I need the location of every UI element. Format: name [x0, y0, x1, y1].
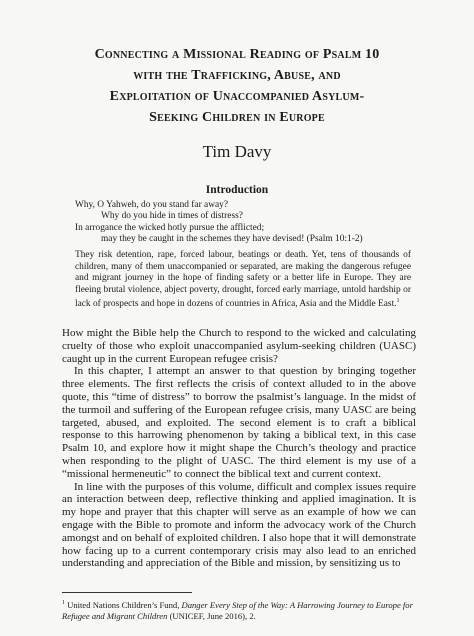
epigraph	[75, 200, 363, 246]
block-quote-text: They risk detention, rape, forced labour, beatings or death. Yet, tens of thousands of children, many of them unaccompanied or separated, are making the dangerous refugee and migrant journey in the hope of finding safety or a better life in Europe. They are fleeing brutal violence, abject poverty, drought, forced early marriage, untold hardship or lack of prospects and hope in dozens of countries in Africa, Asia and the Middle East.	[75, 250, 411, 310]
footnote-text-after: (UNICEF, June 2016), 2.	[167, 610, 256, 621]
author-name: Tim Davy	[202, 142, 272, 161]
paragraph-1: How might the Bible help the Church to respond to the wicked and calculating cruelty of those who exploit unaccompanied asylum-seeking children (UASC) caught up in the current European refugee crisis?	[62, 327, 416, 365]
paragraph-3: In line with the purposes of this volume, difficult and complex issues require an interaction between deep, reflective thinking and applied imagination. It is my hope and prayer that this chapter will serve as an example of how we can engage with the Bible to promote and inform the advocacy work of the Church amongst and on behalf of exploited children. I also hope that it will demonstrate how facing up to a current contemporary crisis may also lead to an enriched understanding and appreciation of the Bible and mission, by sensitizing us to	[62, 480, 416, 570]
epigraph-line-1: Why, O Yahweh, do you stand far away?	[75, 200, 228, 210]
chapter-title-line-3: Exploitation of Unaccompanied Asylum-	[109, 89, 365, 104]
footnote-divider	[62, 592, 192, 593]
chapter-title-line-1: Connecting a Missional Reading of Psalm 10	[94, 47, 380, 62]
footnote-reference: 1	[396, 298, 400, 304]
body-text	[62, 327, 416, 570]
footnote-text-before: United Nations Children’s Fund,	[67, 599, 182, 610]
block-quote	[75, 250, 411, 311]
footnote-number: 1	[62, 600, 65, 606]
epigraph-line-2: Why do you hide in times of distress?	[101, 211, 243, 222]
epigraph-line-4: may they be caught in the schemes they have devised! (Psalm 10:1-2)	[101, 234, 363, 245]
footnote	[62, 598, 422, 622]
footnote-cited-title: Danger Every Step of the Way: A Harrowing Journey to Europe for Refugee and Migrant Children	[62, 599, 413, 621]
paragraph-2: In this chapter, I attempt an answer to that question by bringing together three elements. The first reflects the crisis of context alluded to in the above quote, this “time of distress” to borrow the psalmist’s language. In the midst of the turmoil and suffering of the European refugee crisis, many UASC are being targeted, abused, and exploited. The second element is to craft a biblical response to this harrowing phenomenon by taking a biblical text, in this case Psalm 10, and explore how it might shape the Church’s theology and practice when responding to the plight of UASC. The third element is my use of a “missional hermeneutic” to connect the biblical text and current context.	[62, 365, 416, 480]
chapter-title	[40, 44, 434, 128]
epigraph-line-3: In arrogance the wicked hotly pursue the afflicted;	[75, 222, 265, 233]
section-heading: Introduction	[205, 184, 269, 196]
chapter-title-line-4: Seeking Children in Europe	[149, 110, 325, 125]
chapter-title-line-2: with the Trafficking, Abuse, and	[133, 68, 341, 83]
